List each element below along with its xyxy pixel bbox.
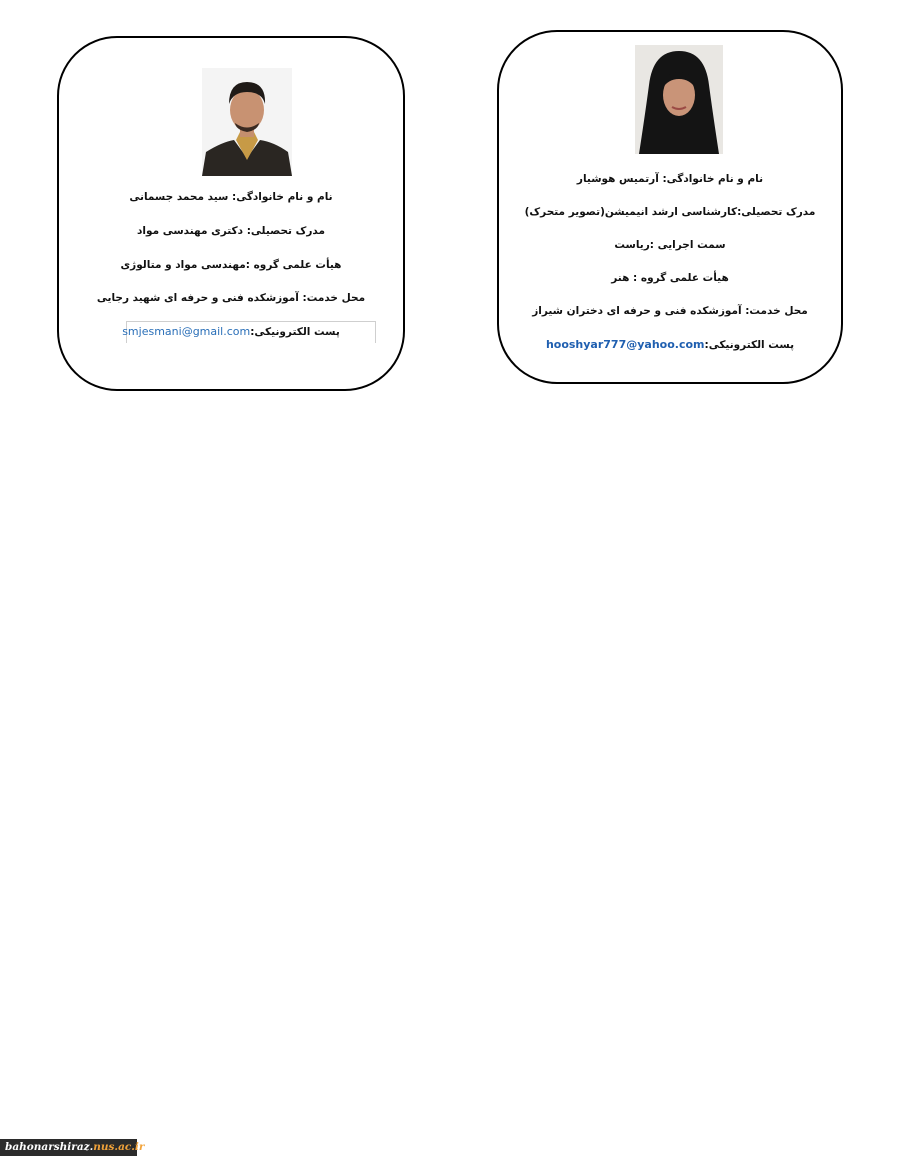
- email-label: پست الکترونیکی:: [704, 339, 795, 351]
- profile-photo: [635, 45, 723, 154]
- email-link[interactable]: smjesmani@gmail.com: [122, 325, 251, 338]
- profile-card-jesmani: [57, 36, 405, 391]
- name-line: نام و نام خانوادگی: آرتمیس هوشیار: [576, 173, 764, 185]
- profile-card-hooshyar: [497, 30, 843, 384]
- site-name-part1: bahonarshiraz.: [5, 1141, 94, 1153]
- faculty-line: هیأت علمی گروه :مهندسی مواد و متالوژی: [120, 259, 342, 271]
- email-link[interactable]: hooshyar777@yahoo.com: [545, 338, 705, 351]
- degree-line: مدرک تحصیلی:کارشناسی ارشد انیمیشن(تصویر متحرک): [524, 206, 816, 218]
- degree-line: مدرک تحصیلی: دکتری مهندسی مواد: [137, 225, 325, 237]
- profile-photo: [202, 68, 292, 176]
- service-line: محل خدمت: آموزشکده فنی و حرفه ای دختران شیراز: [532, 305, 808, 317]
- name-line: نام و نام خانوادگی: سید محمد جسمانی: [129, 191, 333, 203]
- email-label: پست الکترونیکی:: [250, 326, 340, 338]
- site-name-part2: nus.ac.ir: [93, 1141, 145, 1153]
- site-watermark[interactable]: [0, 1139, 145, 1156]
- position-line: سمت اجرایی :ریاست: [614, 239, 726, 251]
- faculty-line: هیأت علمی گروه : هنر: [611, 272, 729, 284]
- email-line: [499, 338, 841, 351]
- service-line: محل خدمت: آموزشکده فنی و حرفه ای شهید رجایی: [96, 292, 366, 304]
- email-line: [59, 325, 403, 338]
